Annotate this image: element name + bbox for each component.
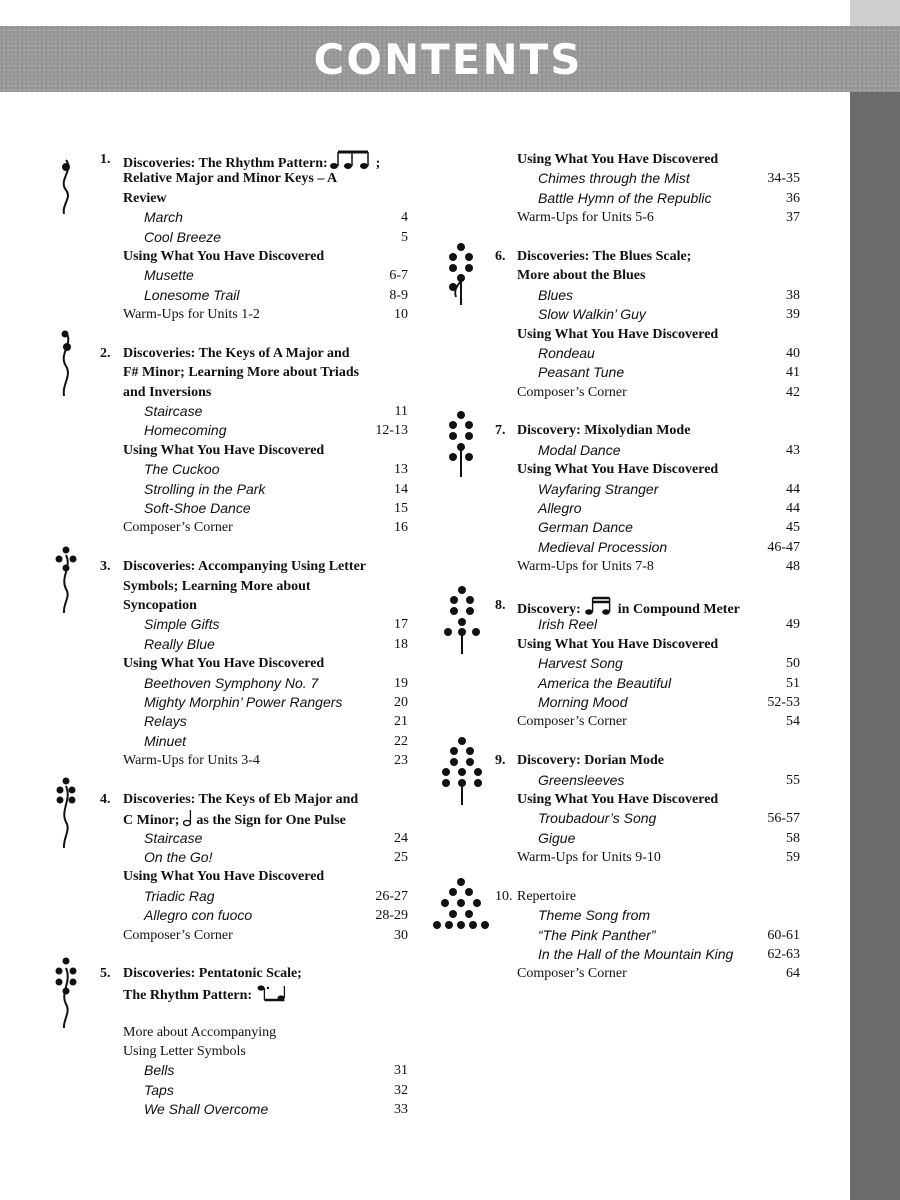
toc-entry[interactable]: Modal Dance 43 (538, 441, 800, 458)
toc-subheading: Using What You Have Discovered (517, 636, 719, 652)
unit-title-line: Discoveries: The Blues Scale; (517, 248, 692, 264)
toc-entry[interactable]: On the Go! 25 (144, 849, 408, 866)
toc-entry[interactable]: Lonesome Trail 8-9 (144, 286, 408, 303)
unit-title-line: Discoveries: The Rhythm Pattern: ; (52, 156, 380, 171)
toc-entry[interactable]: Staircase 24 (144, 829, 408, 846)
unit-5 (52, 964, 408, 1119)
toc-entry[interactable]: Rondeau 40 (538, 344, 800, 361)
unit-number: 8. (495, 597, 506, 613)
toc-entry[interactable]: Wayfaring Stranger 44 (538, 480, 800, 497)
toc-entry[interactable]: Warm-Ups for Units 9-10 59 (517, 850, 800, 866)
toc-entry[interactable]: Warm-Ups for Units 5-6 37 (517, 210, 800, 226)
unit-7 (438, 421, 800, 576)
unit-2 (52, 344, 408, 538)
unit-number: 4. (100, 791, 111, 807)
unit-title-line: Relative Major and Minor Keys – A (123, 171, 338, 187)
toc-entry[interactable]: Soft-Shoe Dance 15 (144, 500, 408, 517)
toc-entry[interactable]: Allegro 44 (538, 500, 800, 517)
toc-entry[interactable]: Medieval Procession 46-47 (538, 538, 800, 555)
toc-entry[interactable]: Blues 38 (538, 286, 800, 303)
unit-title-line: Review (123, 190, 167, 206)
toc-entry[interactable]: Warm-Ups for Units 3-4 23 (123, 753, 408, 769)
unit-3 (52, 557, 408, 770)
toc-subheading: Using What You Have Discovered (517, 462, 719, 478)
toc-subheading: Using What You Have Discovered (517, 326, 719, 342)
toc-entry[interactable]: Beethoven Symphony No. 7 19 (144, 674, 408, 691)
unit-10 (438, 887, 800, 984)
right-edge-bar (850, 0, 900, 1200)
toc-entry[interactable]: Relays 21 (144, 713, 408, 730)
unit-title-line: and Inversions (123, 384, 212, 400)
toc-entry[interactable]: Mighty Morphin’ Power Rangers 20 (144, 693, 408, 710)
unit-6 (438, 247, 800, 402)
toc-entry[interactable]: Simple Gifts 17 (144, 616, 408, 633)
toc-entry[interactable]: Triadic Rag 26-27 (144, 887, 408, 904)
toc-entry[interactable]: Harvest Song 50 (538, 655, 800, 672)
toc-subheading: Using What You Have Discovered (517, 791, 719, 807)
unit-title-line: Discoveries: Accompanying Using Letter (123, 559, 367, 575)
unit-number: 3. (100, 559, 111, 575)
toc-entry[interactable]: Strolling in the Park 14 (144, 480, 408, 497)
unit-title-line: Discovery: in Compound Meter (438, 602, 740, 617)
unit-1 (52, 150, 408, 325)
toc-entry[interactable]: Troubadour’s Song 56-57 (538, 810, 800, 827)
toc-entry[interactable]: Warm-Ups for Units 1-2 10 (123, 307, 408, 323)
toc-entry[interactable]: March 4 (144, 209, 408, 226)
unit-number: 2. (100, 345, 111, 361)
unit-number: 7. (495, 423, 506, 439)
toc-subheading: Using What You Have Discovered (123, 656, 325, 672)
unit-title-line: F# Minor; Learning More about Triads (123, 365, 360, 381)
toc-entry[interactable]: Bells 31 (144, 1062, 408, 1079)
toc-entry[interactable]: More about Accompanying (123, 1024, 277, 1040)
page-title: CONTENTS (313, 34, 583, 84)
toc-entry[interactable]: Allegro con fuoco 28-29 (144, 907, 408, 924)
toc-entry[interactable]: “The Pink Panther” 60-61 (538, 926, 800, 943)
unit-title-line: The Rhythm Pattern: (52, 988, 290, 1003)
unit-title-line: Discovery: Dorian Mode (517, 753, 664, 769)
toc-entry[interactable]: German Dance 45 (538, 519, 800, 536)
toc-right-column (438, 150, 800, 984)
toc-entry[interactable]: Composer’s Corner 64 (517, 966, 800, 982)
toc-entry[interactable]: Minuet 22 (144, 732, 408, 749)
toc-entry[interactable]: Staircase 11 (144, 403, 408, 420)
dotted-rhythm-icon (256, 984, 290, 1008)
toc-entry[interactable]: Slow Walkin’ Guy 39 (538, 306, 800, 323)
toc-entry[interactable]: Morning Mood 52-53 (538, 693, 800, 710)
unit-number: 9. (495, 753, 506, 769)
unit-title-line: Discovery: Mixolydian Mode (517, 423, 691, 439)
toc-entry[interactable]: Composer’s Corner 42 (517, 384, 800, 400)
toc-left-column (52, 150, 408, 1120)
unit-number: 6. (495, 248, 506, 264)
unit-number: 5. (100, 966, 111, 982)
toc-subheading: Using What You Have Discovered (123, 442, 325, 458)
toc-entry[interactable]: Musette 6-7 (144, 267, 408, 284)
unit-4 (52, 790, 408, 945)
toc-subheading: Using What You Have Discovered (517, 152, 719, 167)
toc-entry[interactable]: Composer’s Corner 54 (517, 714, 800, 730)
unit-title-line: Discoveries: Pentatonic Scale; (123, 966, 302, 982)
toc-entry[interactable]: Battle Hymn of the Republic 36 (538, 189, 800, 206)
unit-title-line: More about the Blues (517, 268, 646, 284)
toc-entry[interactable]: Warm-Ups for Units 7-8 48 (517, 559, 800, 575)
unit-title-line: Repertoire (517, 888, 577, 904)
unit-8 (438, 596, 800, 732)
toc-entry[interactable]: Cool Breeze 5 (144, 228, 408, 245)
toc-entry[interactable]: The Cuckoo 13 (144, 461, 408, 478)
toc-entry[interactable]: Using Letter Symbols (123, 1043, 246, 1059)
toc-entry[interactable]: Composer’s Corner 30 (123, 927, 408, 943)
contents-banner (0, 26, 900, 92)
toc-entry[interactable]: Peasant Tune 41 (538, 364, 800, 381)
unit-title-line: Discoveries: The Keys of A Major and (123, 345, 350, 361)
unit-5-continued (438, 150, 800, 228)
toc-subheading: Using What You Have Discovered (123, 248, 325, 264)
toc-entry[interactable]: Homecoming 12-13 (144, 422, 408, 439)
toc-entry[interactable]: In the Hall of the Mountain King 62-63 (538, 946, 800, 963)
toc-entry[interactable]: Taps 32 (144, 1081, 408, 1098)
unit-title-line: Syncopation (123, 597, 197, 613)
unit-number: 1. (100, 152, 111, 167)
toc-entry[interactable]: Gigue 58 (538, 829, 800, 846)
unit-title-line: Discoveries: The Keys of Eb Major and (123, 791, 359, 807)
right-edge-bar-top (850, 0, 900, 26)
unit-title-line: Symbols; Learning More about (123, 578, 311, 594)
unit-title-line: C Minor; as the Sign for One Pulse (52, 813, 346, 828)
toc-entry[interactable]: Really Blue 18 (144, 635, 408, 652)
toc-entry[interactable]: Greensleeves 55 (538, 771, 800, 788)
toc-entry[interactable]: America the Beautiful 51 (538, 674, 800, 691)
unit-number: 10. (495, 888, 513, 904)
toc-entry[interactable]: Irish Reel 49 (538, 616, 800, 633)
toc-subheading: Using What You Have Discovered (123, 869, 325, 885)
toc-entry[interactable]: Composer’s Corner 16 (123, 520, 408, 536)
toc-entry[interactable]: We Shall Overcome 33 (144, 1101, 408, 1118)
toc-entry[interactable]: Theme Song from (538, 907, 651, 924)
toc-entry[interactable]: Chimes through the Mist 34-35 (538, 170, 800, 187)
unit-9 (438, 751, 800, 867)
